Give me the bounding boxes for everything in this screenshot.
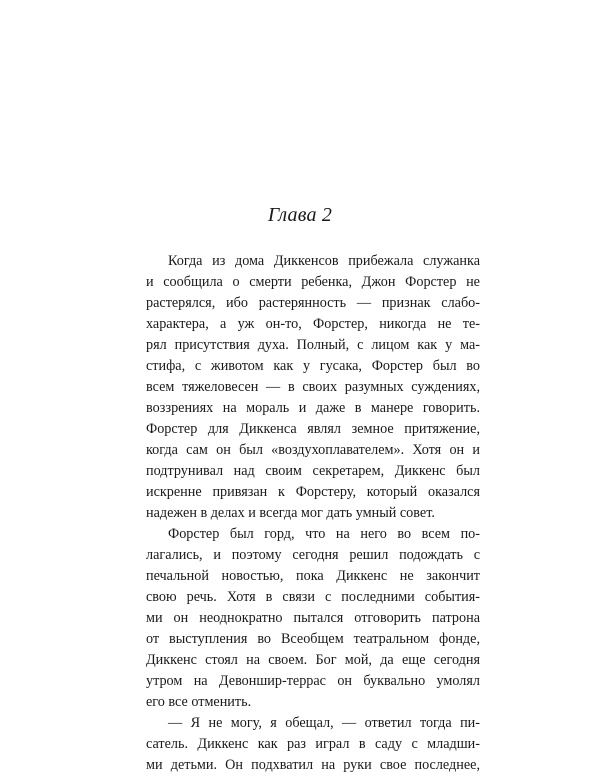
text-line: растерялся, ибо растерянность — признак слабо-	[146, 295, 480, 311]
text-line: его все отменить.	[146, 694, 252, 710]
text-line: ми он неоднократно пытался отговорить патрона	[146, 610, 480, 626]
text-line: воззрениях на мораль и даже в манере говорить.	[146, 400, 480, 416]
text-line: утром на Девоншир-террас он буквально умолял	[146, 673, 480, 689]
text-line: Когда из дома Диккенсов прибежала служанка	[168, 253, 480, 269]
chapter-title: Глава 2	[267, 204, 333, 226]
text-line: подтрунивал над своим секретарем, Диккенс был	[146, 463, 480, 479]
text-line: Форстер для Диккенса являл земное притяжение,	[146, 421, 480, 437]
text-line: Форстер был горд, что на него во всем по-	[168, 526, 480, 542]
text-line: и сообщила о смерти ребенка, Джон Форстер не	[146, 274, 480, 290]
text-line: сатель. Диккенс как раз играл в саду с младши-	[146, 736, 480, 752]
text-line: всем тяжеловесен — в своих разумных суждениях,	[146, 379, 480, 395]
text-line: стифа, с животом как у гусака, Форстер был во	[146, 358, 480, 374]
text-line: характера, а уж он-то, Форстер, никогда не те-	[146, 316, 480, 332]
text-line: свою речь. Хотя в связи с последними события-	[146, 589, 480, 605]
text-line: рял присутствия духа. Полный, с лицом как у ма-	[146, 337, 480, 353]
text-line: лагались, и поэтому сегодня решил подождать с	[146, 547, 480, 563]
text-line: когда сам он был «воздухоплавателем». Хотя он и	[146, 442, 480, 458]
text-line: надежен в делах и всегда мог дать умный совет.	[146, 505, 435, 521]
text-line: печальной новостью, пока Диккенс не закончит	[146, 568, 480, 584]
body-text	[146, 251, 480, 776]
text-line: от выступления во Всеобщем театральном фонде,	[146, 631, 480, 647]
text-line: — Я не могу, я обещал, — ответил тогда пи-	[168, 715, 480, 731]
text-line: искренне привязан к Форстеру, который оказался	[146, 484, 480, 500]
text-line: Диккенс стоял на своем. Бог мой, да еще сегодня	[146, 652, 480, 668]
text-line: ми детьми. Он подхватил на руки свое последнее,	[146, 757, 480, 773]
